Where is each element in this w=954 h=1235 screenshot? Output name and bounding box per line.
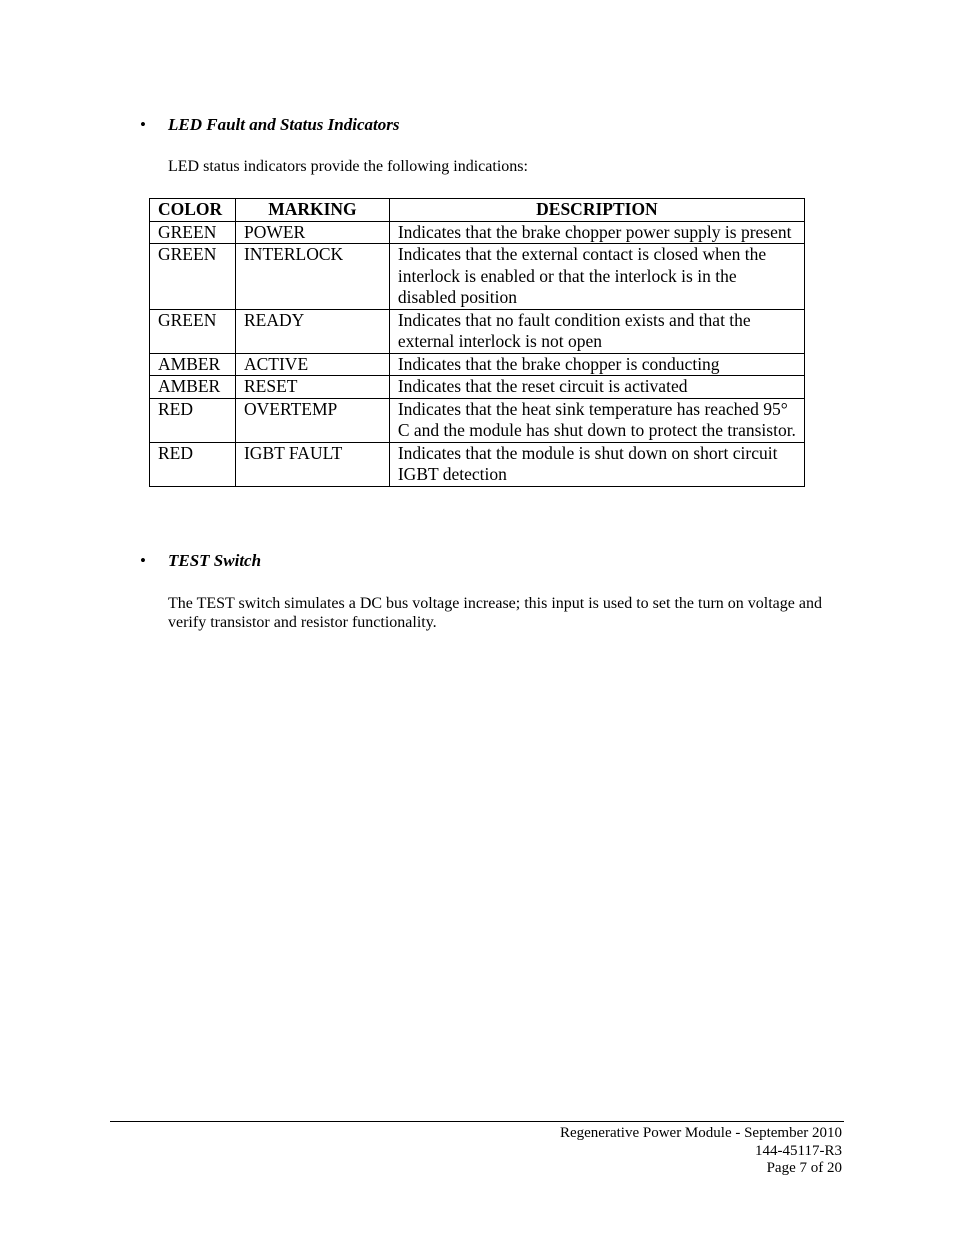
cell-description: Indicates that the heat sink temperature has reached 95° C and the module has shut down to protect the transistor. [389, 398, 804, 442]
table-row [150, 244, 805, 310]
cell-description: Indicates that the brake chopper is conducting [389, 353, 804, 376]
header-marking: MARKING [235, 199, 389, 222]
cell-color: GREEN [150, 244, 236, 310]
cell-description: Indicates that the module is shut down on short circuit IGBT detection [389, 442, 804, 486]
footer-document-number: 144-45117-R3 [755, 1142, 842, 1159]
table-row [150, 221, 805, 244]
table-row [150, 442, 805, 486]
test-body-paragraph: The TEST switch simulates a DC bus voltage increase; this input is used to set the turn on voltage and verify transistor and resistor functionality. [168, 595, 822, 631]
footer-divider [110, 1121, 844, 1122]
cell-color: GREEN [150, 309, 236, 353]
cell-marking: RESET [235, 376, 389, 399]
test-section-heading [140, 551, 261, 571]
cell-description: Indicates that the external contact is closed when the interlock is enabled or that the interlock is in the disabled position [389, 244, 804, 310]
cell-description: Indicates that no fault condition exists and that the external interlock is not open [389, 309, 804, 353]
led-intro-paragraph: LED status indicators provide the following indications: [168, 158, 528, 175]
cell-color: GREEN [150, 221, 236, 244]
page-footer [560, 1125, 842, 1178]
footer-page-number: Page 7 of 20 [766, 1160, 842, 1176]
header-description: DESCRIPTION [389, 199, 804, 222]
cell-marking: READY [235, 309, 389, 353]
bullet-icon: • [140, 115, 146, 134]
cell-marking: ACTIVE [235, 353, 389, 376]
cell-color: RED [150, 398, 236, 442]
cell-description: Indicates that the reset circuit is activated [389, 376, 804, 399]
led-heading-text: LED Fault and Status Indicators [168, 115, 400, 134]
cell-color: AMBER [150, 376, 236, 399]
cell-description: Indicates that the brake chopper power supply is present [389, 221, 804, 244]
table-header-row [150, 199, 805, 222]
led-indicator-table [149, 198, 805, 487]
test-heading-text: TEST Switch [168, 551, 262, 570]
cell-marking: IGBT FAULT [235, 442, 389, 486]
bullet-icon: • [140, 551, 146, 570]
cell-marking: POWER [235, 221, 389, 244]
table-row [150, 398, 805, 442]
header-color: COLOR [150, 199, 236, 222]
table-row [150, 309, 805, 353]
cell-marking: INTERLOCK [235, 244, 389, 310]
table-row [150, 353, 805, 376]
cell-color: RED [150, 442, 236, 486]
cell-marking: OVERTEMP [235, 398, 389, 442]
cell-color: AMBER [150, 353, 236, 376]
led-section-heading [140, 115, 399, 135]
footer-document-title: Regenerative Power Module - September 2010 [559, 1125, 842, 1141]
table-row [150, 376, 805, 399]
